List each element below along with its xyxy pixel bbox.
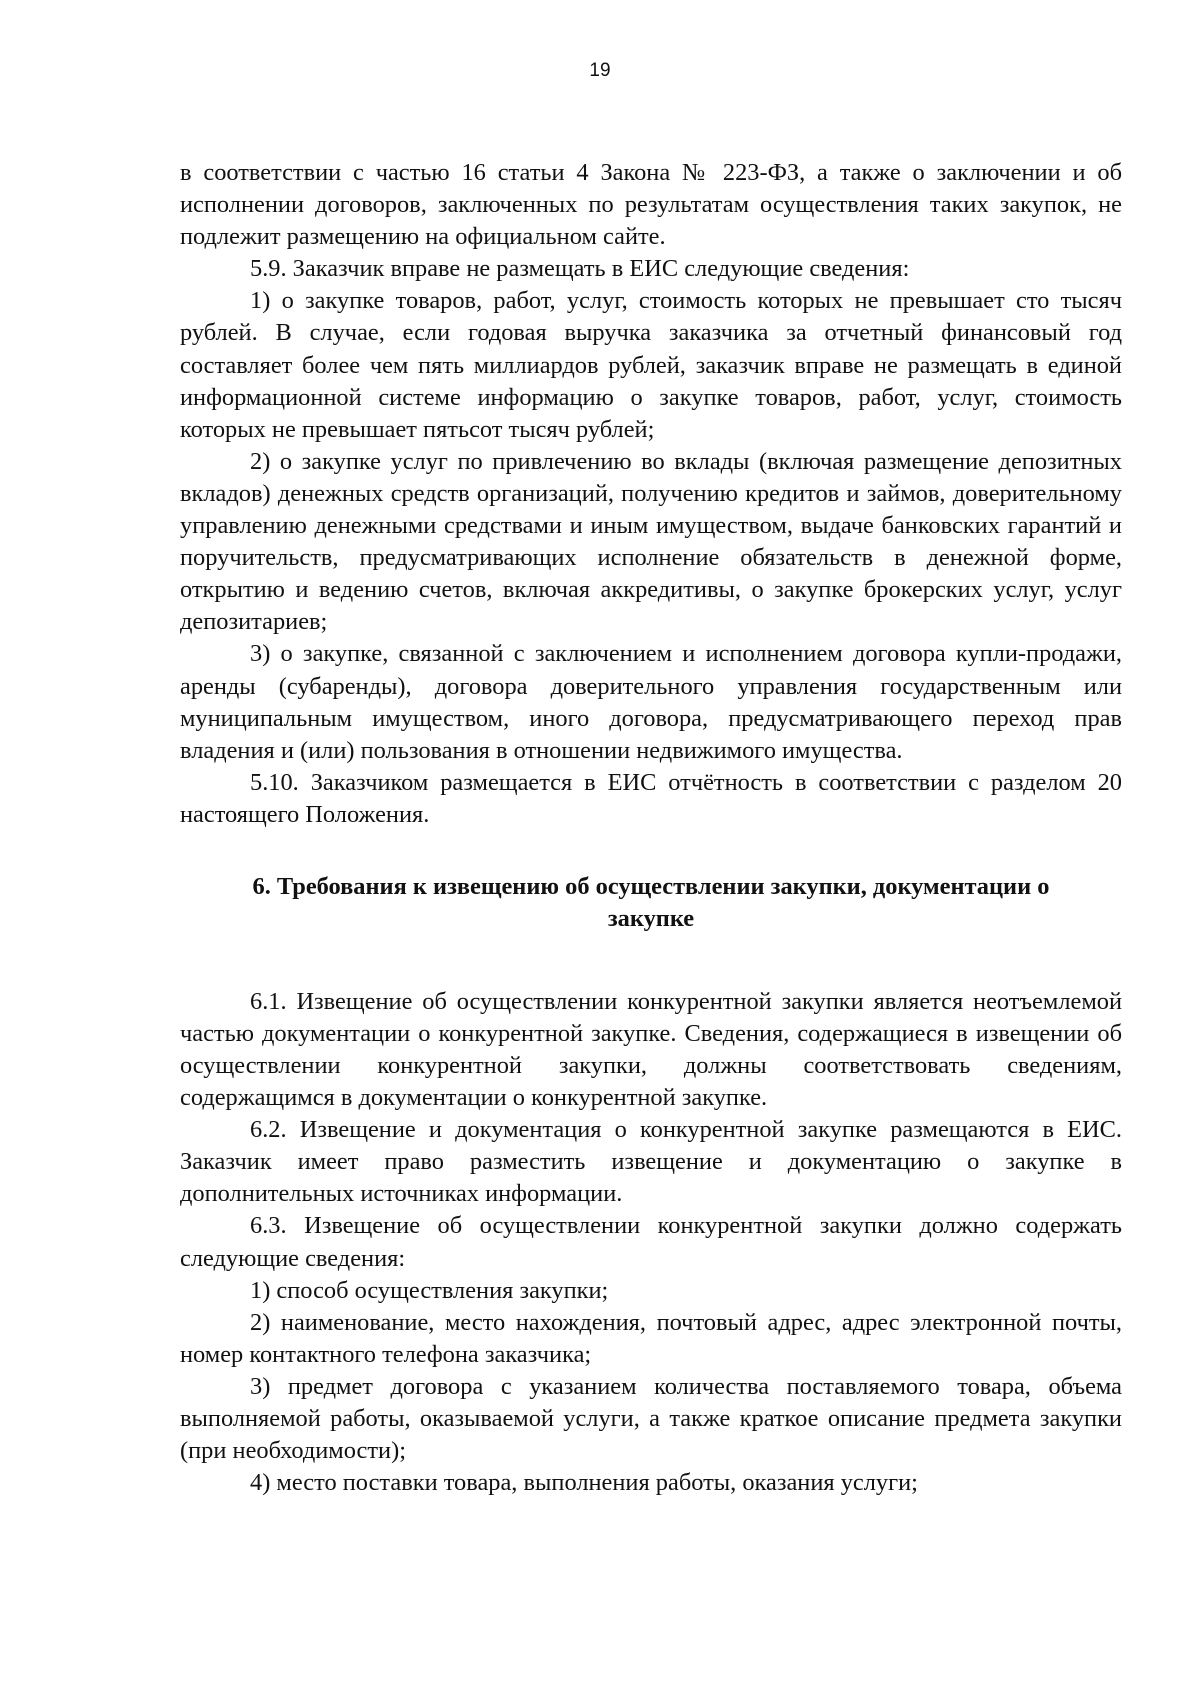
paragraph-6-1: 6.1. Извещение об осуществлении конкурентной закупки является неотъемлемой частью документации о конкурентной закупке. Сведения, содержащиеся в извещении об осуществлении конкурентной закупки, должны соответствовать сведениям, содержащимся в документации о конкурентной закупке. [180,987,1122,1112]
list-item-5-9-3: 3) о закупке, связанной с заключением и исполнением договора купли-продажи, аренды (субаренды), договора доверительного управления государственным или муниципальным имуществом, иного договора, предусматривающего переход прав владения и (или) пользования в отношении недвижимого имущества. [180,640,1122,764]
section-6-heading-line-1: 6. Требования к извещению об осуществлении закупки, документации о [252,872,1050,900]
document-body [180,157,1122,1499]
list-item-6-3-4: 4) место поставки товара, выполнения работы, оказания услуги; [250,1469,918,1497]
section-6-heading-line-2: закупке [607,905,695,933]
list-item-5-9-2: 2) о закупке услуг по привлечению во вклады (включая размещение депозитных вкладов) денежных средств организаций, получению кредитов и займов, доверительному управлению денежными средствами и иным имуществом, выдаче банковских гарантий и поручительств, предусматривающих исполнение обязательств в денежной форме, открытию и ведению счетов, включая аккредитивы, о закупке брокерских услуг, услуг депозитариев; [180,447,1122,636]
paragraph-6-3: 6.3. Извещение об осуществлении конкурентной закупки должно содержать следующие сведения: [180,1212,1122,1272]
section-6-heading [180,871,1122,936]
list-item-5-9-1: 1) о закупке товаров, работ, услуг, стоимость которых не превышает сто тысяч рублей. В случае, если годовая выручка заказчика за отчетный финансовый год составляет более чем пять миллиардов рублей, заказчик вправе не размещать в единой информационной системе информацию о закупке товаров, работ, услуг, стоимость которых не превышает пятьсот тысяч рублей; [180,287,1122,443]
list-item-6-3-1: 1) способ осуществления закупки; [250,1276,609,1304]
paragraph-6-2: 6.2. Извещение и документация о конкурентной закупке размещаются в ЕИС. Заказчик имеет право разместить извещение и документацию о закупке в дополнительных источниках информации. [180,1116,1122,1208]
list-item-6-3-2: 2) наименование, место нахождения, почтовый адрес, адрес электронной почты, номер контактного телефона заказчика; [180,1308,1122,1368]
paragraph-5-10: 5.10. Заказчиком размещается в ЕИС отчётность в соответствии с разделом 20 настоящего Положения. [180,768,1122,828]
paragraph-5-9: 5.9. Заказчик вправе не размещать в ЕИС следующие сведения: [250,255,910,283]
list-item-6-3-3: 3) предмет договора с указанием количества поставляемого товара, объема выполняемой работы, оказываемой услуги, а также краткое описание предмета закупки (при необходимости); [180,1372,1122,1465]
page-number: 19 [589,60,611,81]
paragraph-continuation: в соответствии с частью 16 статьи 4 Закона № 223-ФЗ, а также о заключении и об исполнении договоров, заключенных по результатам осуществления таких закупок, не подлежит размещению на официальном сайте. [180,159,1122,251]
